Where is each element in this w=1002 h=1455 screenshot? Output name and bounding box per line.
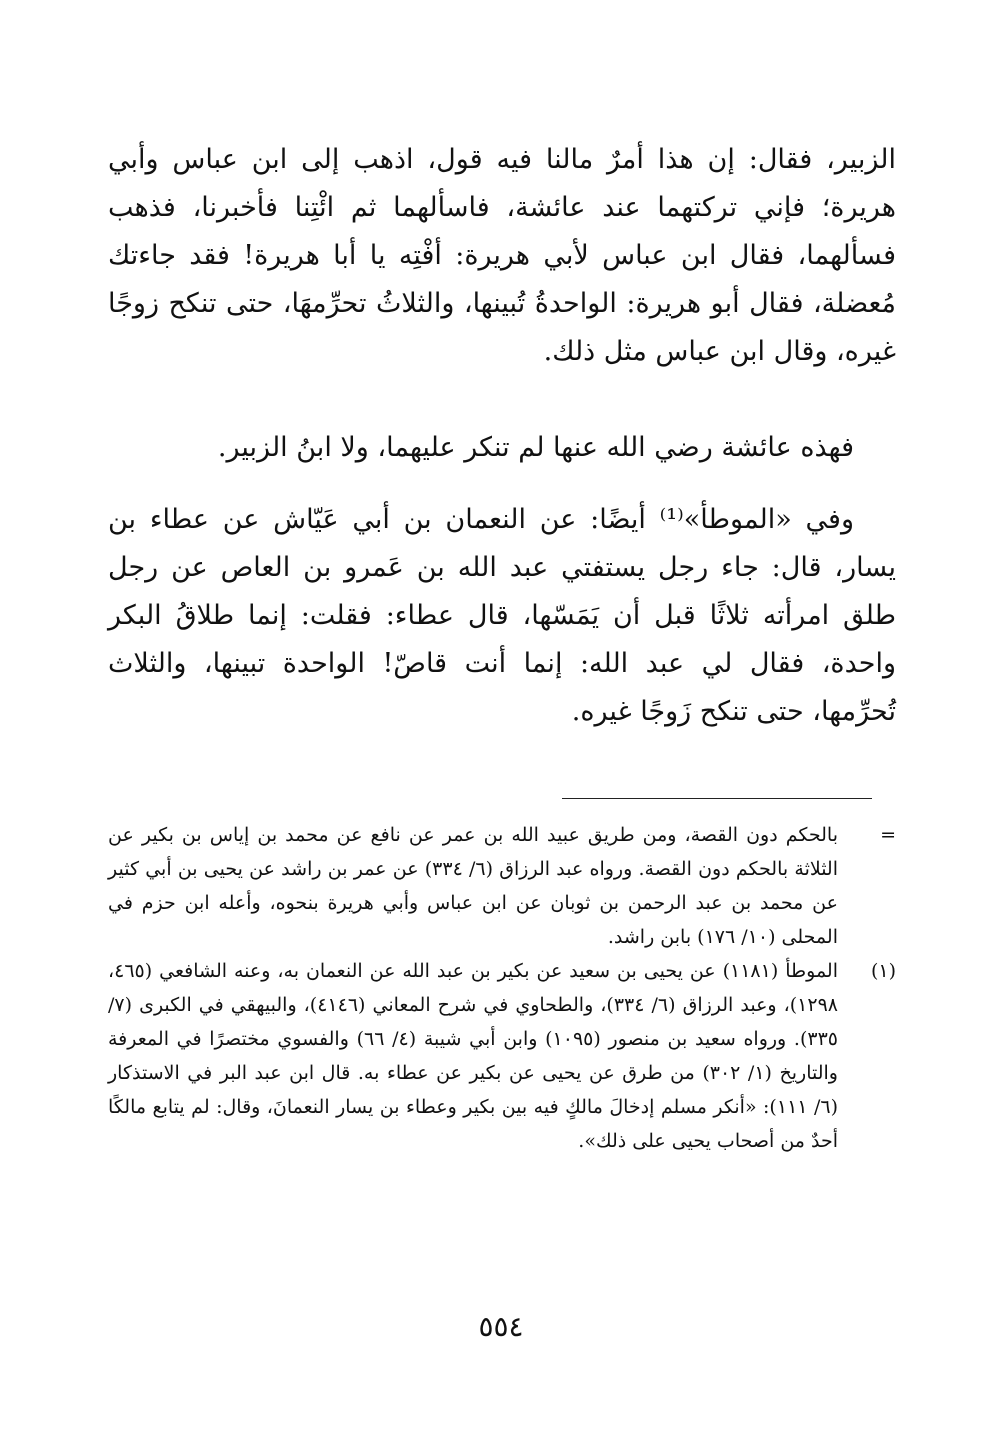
paragraph-2: فهذه عائشة رضي الله عنها لم تنكر عليهما، ولا ابنُ الزبير. (217, 432, 854, 463)
main-text-block-2 (108, 424, 896, 472)
footnote-1 (108, 954, 896, 1158)
footnotes-section (108, 818, 896, 1158)
footnote-separator (562, 798, 872, 799)
main-text-block (108, 136, 896, 376)
footnote-marker: = (880, 824, 896, 846)
footnote-continuation (108, 818, 896, 954)
footnote-text: بالحكم دون القصة، ومن طريق عبيد الله بن عمر عن نافع عن محمد بن إياس بن بكير عن الثلاثة بالحكم دون القصة. ورواه عبد الرزاق (٦/ ٣٣٤) عن عمر بن راشد عن يحيى بن أبي كثير عن محمد بن عبد الرحمن بن ثوبان عن ابن عباس وأبي هريرة بنحوه، وأعله ابن حزم في المحلى (١٠/ ١٧٦) بابن راشد. (108, 824, 838, 948)
paragraph-3: وفي «الموطأ»⁽¹⁾ أيضًا: عن النعمان بن أبي عَيّاش عن عطاء بن يسار، قال: جاء رجل يستفتي عبد الله بن عَمرو بن العاص عن رجل طلق امرأته ثلاثًا قبل أن يَمَسّها، قال عطاء: فقلت: إنما طلاقُ البكر واحدة، فقال لي عبد الله: إنما أنت قاصّ! الواحدة تبينها، والثلاث تُحرِّمها، حتى تنكح زَوجًا غيره. (108, 504, 896, 727)
page-number: ٥٥٤ (478, 1310, 524, 1343)
paragraph-1: الزبير، فقال: إن هذا أمرٌ مالنا فيه قول، اذهب إلى ابن عباس وأبي هريرة؛ فإني تركتهما عند عائشة، فاسألهما ثم ائْتِنا فأخبرنا، فذهب فسألهما، فقال ابن عباس لأبي هريرة: أفْتِه يا أبا هريرة! فقد جاءتك مُعضلة، فقال أبو هريرة: الواحدةُ تُبينها، والثلاثُ تحرِّمهَا، حتى تنكح زوجًا غيره، وقال ابن عباس مثل ذلك. (108, 144, 896, 367)
main-text-block-3 (108, 496, 896, 736)
footnote-text: الموطأ (١١٨١) عن يحيى بن سعيد عن بكير بن عبد الله عن النعمان به، وعنه الشافعي (٤٦٥، ١٢٩٨)، وعبد الرزاق (٦/ ٣٣٤)، والطحاوي في شرح المعاني (٤١٤٦)، والبيهقي في الكبرى (٧/ ٣٣٥). ورواه سعيد بن منصور (١٠٩٥) وابن أبي شيبة (٤/ ٦٦) والفسوي مختصرًا في المعرفة والتاريخ (١/ ٣٠٢) من طرق عن يحيى عن بكير عن عطاء به. قال ابن عبد البر في الاستذكار (٦/ ١١١): «أنكر مسلم إدخالَ مالكٍ فيه بين بكير وعطاء بن يسار النعمانَ، وقال: لم يتابع مالكًا أحدٌ من أصحاب يحيى على ذلك». (108, 960, 838, 1152)
footnote-marker: (١) (870, 960, 896, 982)
